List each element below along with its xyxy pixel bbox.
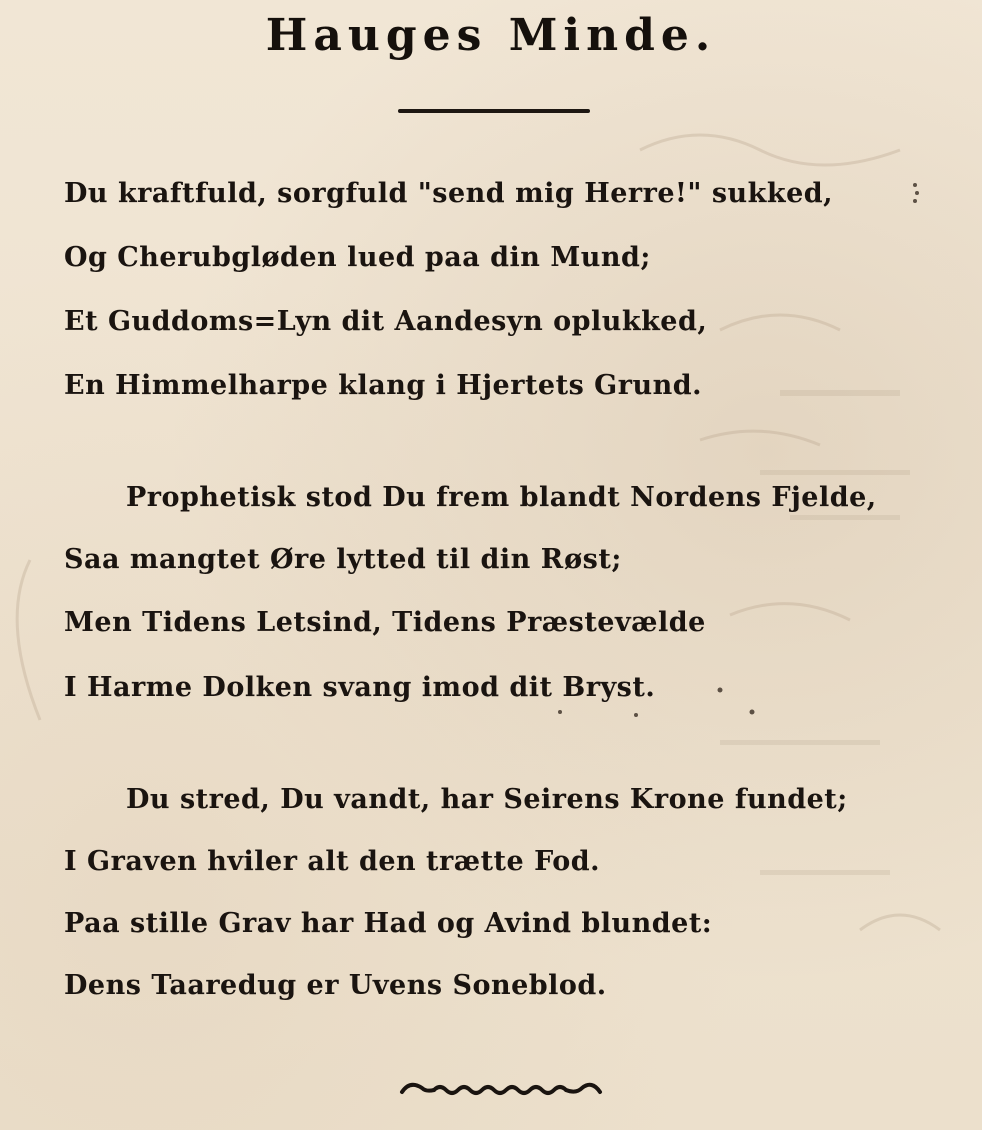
stanza-2-line-1: Prophetisk stod Du frem blandt Nordens Fjelde, [126, 482, 877, 513]
stanza-2-line-3: Men Tidens Letsind, Tidens Præstevælde [64, 607, 706, 638]
stanza-3-line-2: I Graven hviler alt den trætte Fod. [64, 846, 601, 877]
stanza-1-line-1: Du kraftfuld, sorgfuld "send mig Herre!" sukked, [64, 178, 834, 209]
stanza-1-line-3: Et Guddoms=Lyn dit Aandesyn oplukked, [64, 306, 708, 337]
stanza-3-line-3: Paa stille Grav har Had og Avind blundet: [64, 908, 713, 939]
stanza-3-line-1: Du stred, Du vandt, har Seirens Krone fundet; [126, 784, 848, 815]
title-rule [398, 109, 590, 113]
poem-title: Hauges Minde. [265, 10, 717, 61]
closing-ornament [396, 1072, 606, 1108]
stanza-1-line-4: En Himmelharpe klang i Hjertets Grund. [64, 370, 703, 401]
stanza-1-line-2: Og Cherubgløden lued paa din Mund; [64, 242, 651, 273]
stanza-2-line-4: I Harme Dolken svang imod dit Bryst. [64, 672, 656, 703]
stanza-3-line-4: Dens Taaredug er Uvens Soneblod. [64, 970, 607, 1001]
stanza-2-line-2: Saa mangtet Øre lytted til din Røst; [64, 544, 622, 575]
